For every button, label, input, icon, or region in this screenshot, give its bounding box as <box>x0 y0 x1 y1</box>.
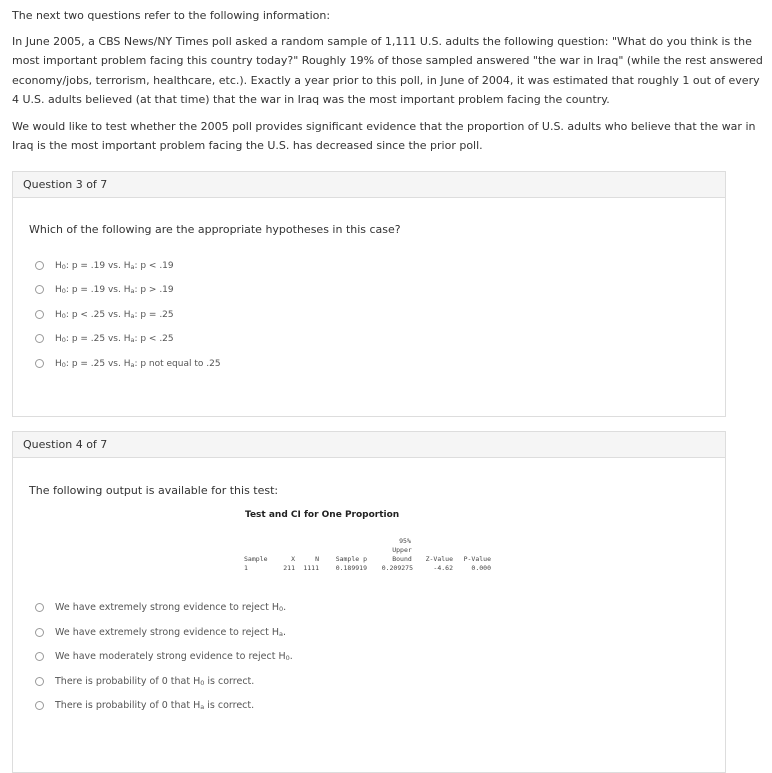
intro-lead: The next two questions refer to the following information: <box>12 9 331 22</box>
output-col-p: Sample p <box>335 555 367 563</box>
question-4-panel <box>12 431 726 773</box>
question-4-header: Question 4 of 7 <box>13 432 725 458</box>
question-3-prompt: Which of the following are the appropriate hypotheses in this case? <box>29 223 401 236</box>
radio-button[interactable] <box>35 677 44 686</box>
question-3-header: Question 3 of 7 <box>13 172 725 198</box>
intro-paragraph-2: We would like to test whether the 2005 poll provides significant evidence that the proportion of U.S. adults who believe that the war in Iraq is the most important problem facing the U.S. has decreased since the prior poll. <box>12 119 756 152</box>
radio-button[interactable] <box>35 334 44 343</box>
output-upper-header-2: Upper <box>392 546 412 554</box>
question-3-options <box>35 260 221 382</box>
intro-paragraph-1: In June 2005, a CBS News/NY Times poll asked a random sample of 1,111 U.S. adults the following question: "What do you think is the most important problem facing this country today?" Roughly 19% of those sampled answered "the war in Iraq" (while the rest answered economy/jobs, terrorism, healthcare, etc.). Exactly a year prior to this poll, in June of 2004, it was estimated that roughly 1 out of every 4 U.S. adults believed (at that time) that the war in Iraq was the most important problem facing the country. <box>12 34 763 106</box>
radio-button[interactable] <box>35 652 44 661</box>
question-4-options <box>35 602 293 725</box>
q3-option-2[interactable]: $H_0$: p = .19 vs. $H_a$: p > .19 <box>35 284 221 308</box>
output-title: Test and CI for One Proportion <box>245 510 400 520</box>
q3-option-5[interactable]: $H_0$: p = .25 vs. $H_a$: p not equal to .25 <box>35 358 221 382</box>
output-row-pv: 0.000 <box>471 564 491 572</box>
output-row-x: 211 <box>283 564 295 572</box>
output-row-p: 0.189919 <box>335 564 367 572</box>
radio-button[interactable] <box>35 628 44 637</box>
output-col-pv: P-Value <box>463 555 491 563</box>
output-row-upper: 0.209275 <box>381 564 413 572</box>
output-row-n: 1111 <box>303 564 319 572</box>
q3-option-3[interactable]: $H_0$: p < .25 vs. $H_a$: p = .25 <box>35 309 221 333</box>
q4-option-5[interactable]: There is probability of 0 that $H_a$ is correct. <box>35 700 293 725</box>
q4-option-1[interactable]: We have extremely strong evidence to reject $H_0$. <box>35 602 293 627</box>
radio-button[interactable] <box>35 701 44 710</box>
q3-option-4[interactable]: $H_0$: p = .25 vs. $H_a$: p < .25 <box>35 333 221 357</box>
output-col-sample: Sample <box>244 555 268 563</box>
q4-option-3[interactable]: We have moderately strong evidence to reject $H_0$. <box>35 651 293 676</box>
output-row-z: -4.62 <box>433 564 453 572</box>
radio-button[interactable] <box>35 359 44 368</box>
output-col-n: N <box>315 555 319 563</box>
output-col-x: X <box>291 555 295 563</box>
q4-option-2[interactable]: We have extremely strong evidence to reject $H_a$. <box>35 627 293 652</box>
radio-button[interactable] <box>35 603 44 612</box>
intro-text <box>12 6 764 163</box>
radio-button[interactable] <box>35 285 44 294</box>
q4-option-4[interactable]: There is probability of 0 that $H_0$ is correct. <box>35 676 293 701</box>
output-row-sample: 1 <box>244 564 248 572</box>
output-upper-header-3: Bound <box>392 555 412 563</box>
radio-button[interactable] <box>35 310 44 319</box>
question-3-panel <box>12 171 726 417</box>
radio-button[interactable] <box>35 261 44 270</box>
output-upper-header-1: 95% <box>399 537 411 545</box>
output-col-z: Z-Value <box>425 555 453 563</box>
question-4-prompt: The following output is available for this test: <box>29 484 279 497</box>
q3-option-1[interactable]: $H_0$: p = .19 vs. $H_a$: p < .19 <box>35 260 221 284</box>
